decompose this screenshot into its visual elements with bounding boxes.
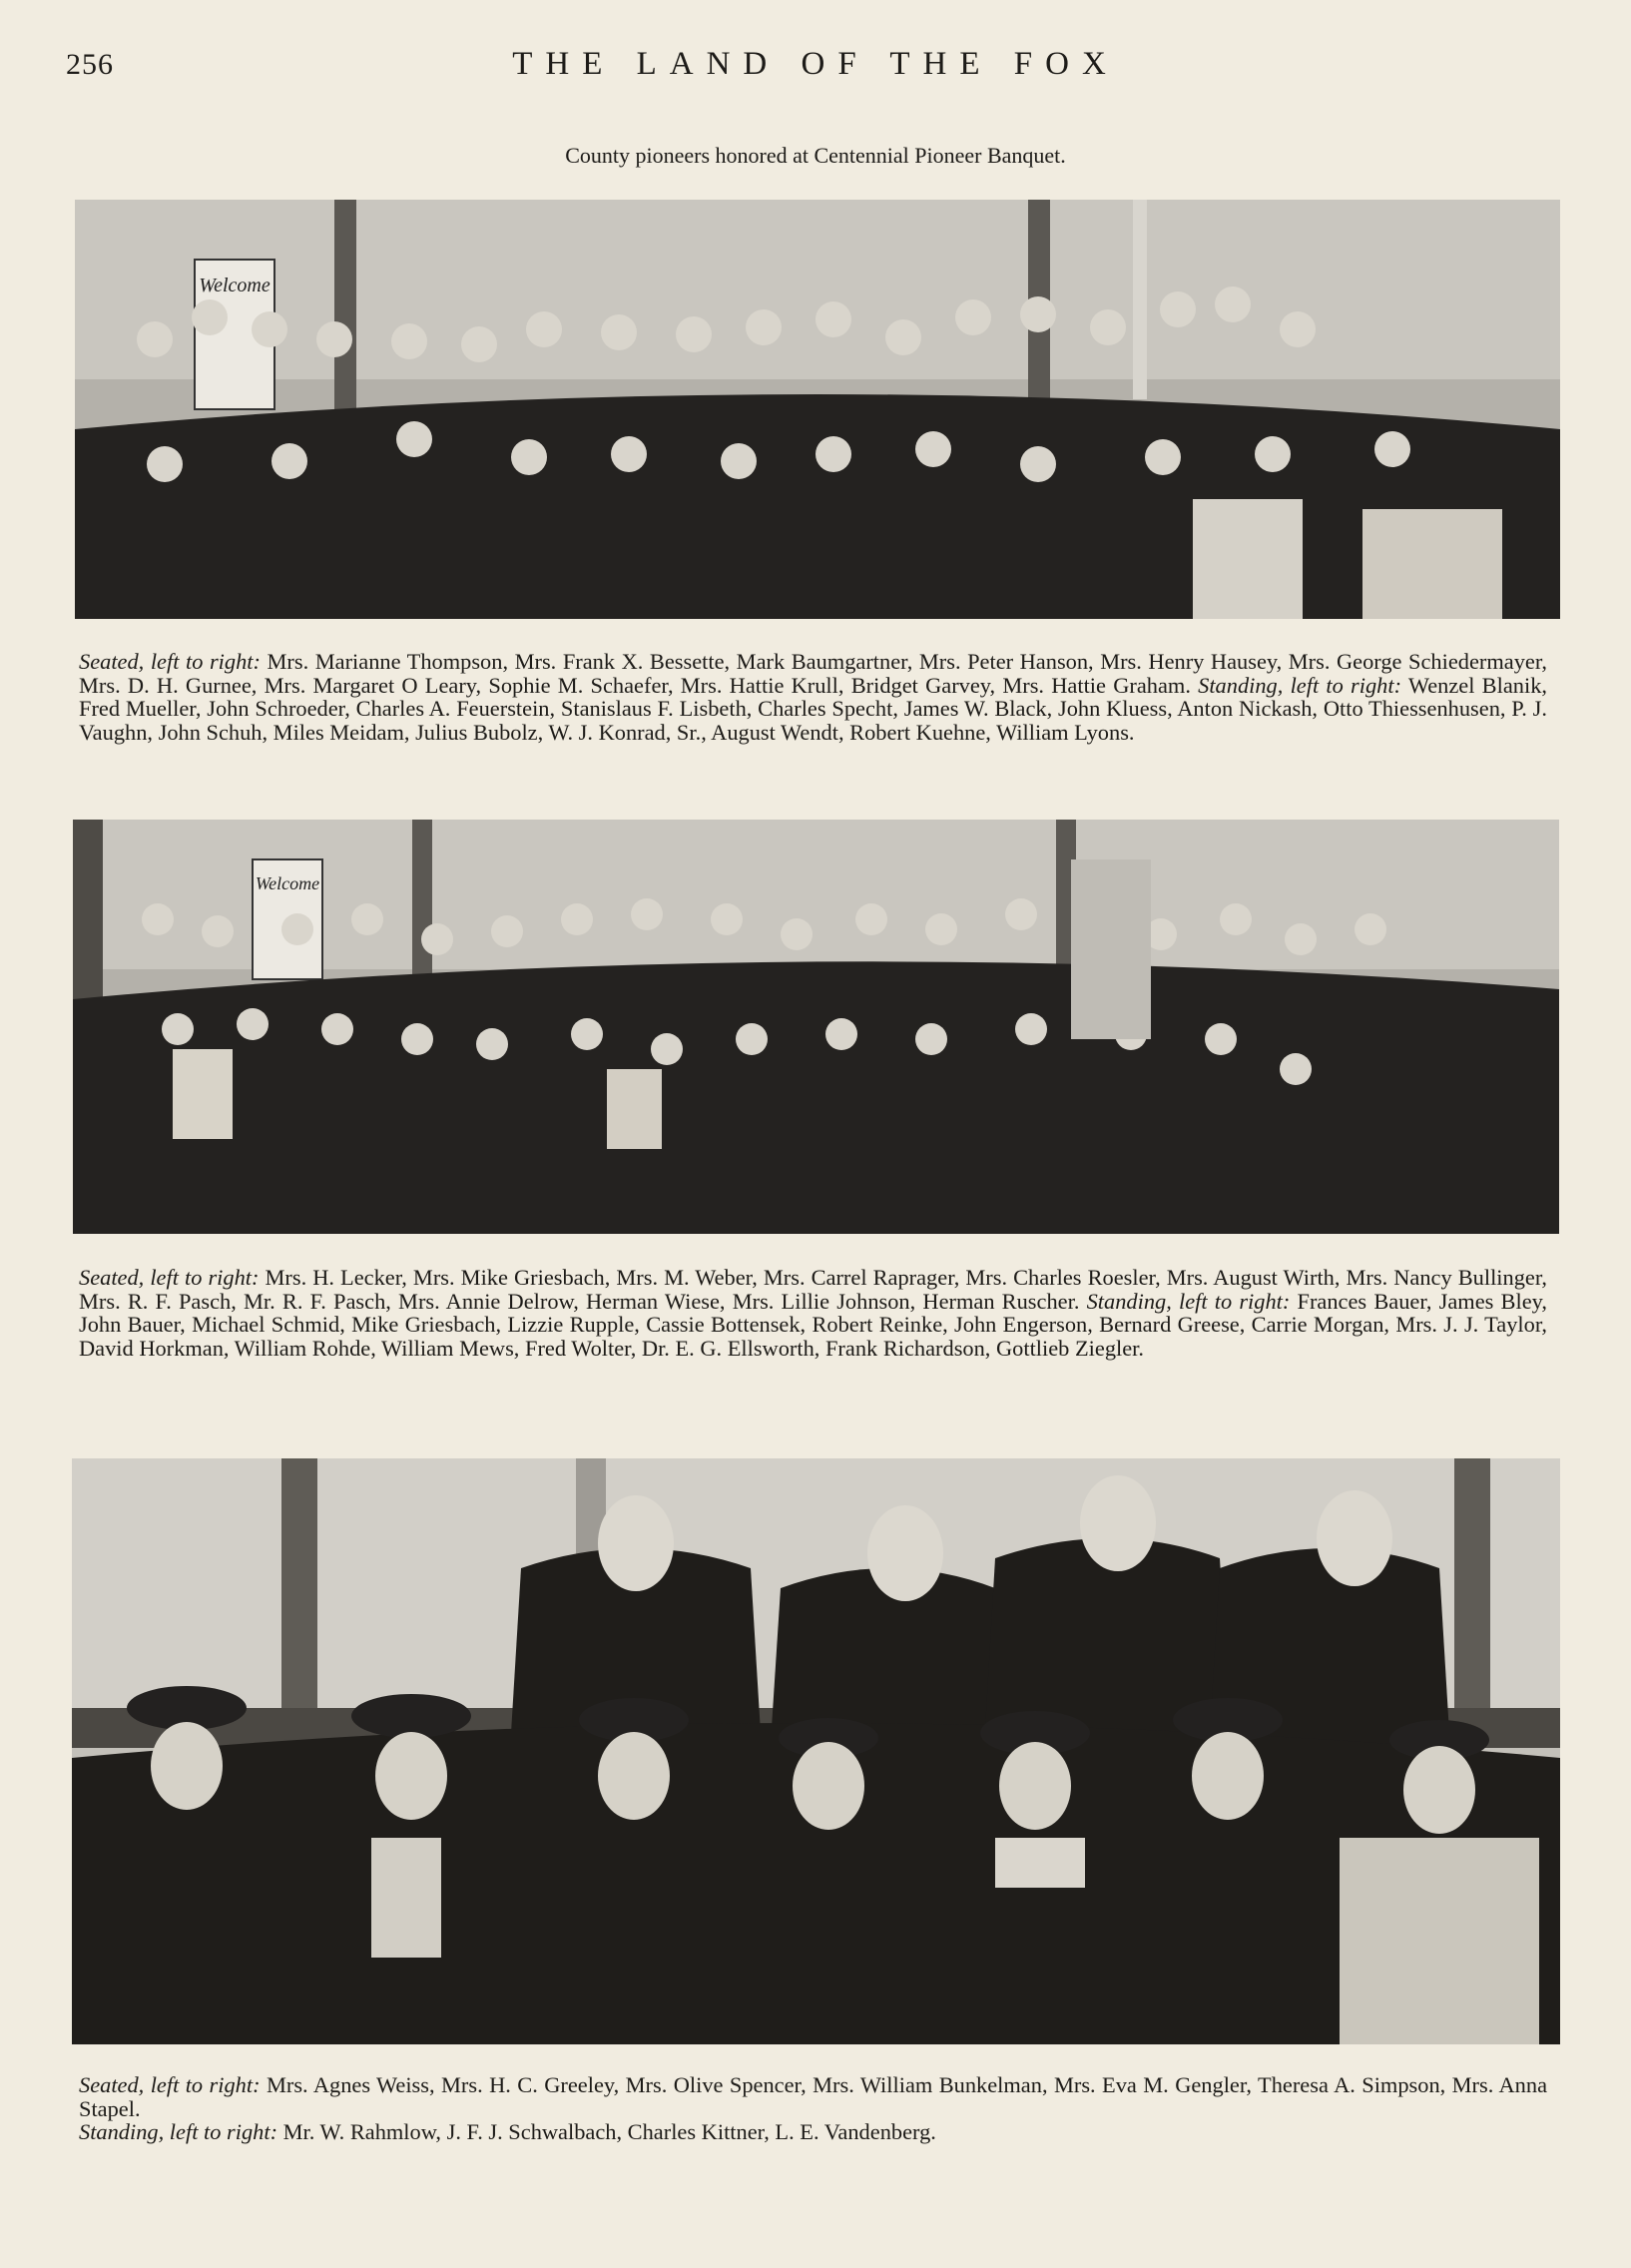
group-photo-1 xyxy=(75,200,1560,619)
welcome-banner-text: Welcome xyxy=(255,873,320,893)
seated-names: Mrs. Marianne Thompson, Mrs. Frank X. Bessette, Mark Baumgartner, Mrs. Peter Hanson, Mrs. Henry Hausey, Mrs. George Schiedermayer, Mrs. D. H. Gurnee, Mrs. Margaret O Leary, Sophie M. Schaefer, Mrs. Hattie Krull, Bridget Garvey, Mrs. Hattie Graham. xyxy=(79,649,1548,698)
seated-lead: Seated, left to right: xyxy=(79,649,261,674)
photo-2-caption xyxy=(79,1266,1547,1360)
standing-lead: Standing, left to right: xyxy=(1198,672,1402,698)
page-number: 256 xyxy=(66,48,114,81)
seated-names: Mrs. H. Lecker, Mrs. Mike Griesbach, Mrs. M. Weber, Mrs. Carrel Raprager, Mrs. Charles Roesler, Mrs. August Wirth, Mrs. Nancy Bullinger, Mrs. R. F. Pasch, Mr. R. F. Pasch, Mrs. Annie Delrow, Herman Wiese, Mrs. Lillie Johnson, Herman Ruscher. xyxy=(79,1265,1548,1314)
standing-names: Mr. W. Rahmlow, J. F. J. Schwalbach, Charles Kittner, L. E. Vandenberg. xyxy=(277,2119,936,2144)
page-caption: County pioneers honored at Centennial Pioneer Banquet. xyxy=(565,143,1066,168)
group-photo-2 xyxy=(73,820,1559,1234)
standing-names: Wenzel Blanik, Fred Mueller, John Schroeder, Charles A. Feuerstein, Stanislaus F. Lisbeth, Charles Specht, James W. Black, John Kluess, Anton Nickash, Otto Thiessenhusen, P. J. Vaughn, John Schuh, Miles Meidam, Julius Bubolz, W. J. Konrad, Sr., August Wendt, Robert Kuehne, William Lyons. xyxy=(79,672,1547,745)
running-head: THE LAND OF THE FOX xyxy=(512,46,1119,82)
standing-names: Frances Bauer, James Bley, John Bauer, Michael Schmid, Mike Griesbach, Lizzie Rupple, Cassie Bottensek, Robert Reinke, John Engerson, Bernard Greese, Carrie Morgan, Mrs. J. J. Taylor, David Horkman, William Rohde, William Mews, Fred Wolter, Dr. E. G. Ellsworth, Frank Richardson, Gottlieb Ziegler. xyxy=(79,1288,1547,1361)
group-photo-3-image xyxy=(72,1458,1560,2044)
seated-lead: Seated, left to right: xyxy=(79,2072,261,2097)
group-photo-3 xyxy=(72,1458,1560,2044)
group-photo-2-image xyxy=(73,820,1559,1234)
standing-lead: Standing, left to right: xyxy=(79,2119,278,2144)
group-photo-1-image xyxy=(75,200,1560,619)
photo-3-caption xyxy=(79,2073,1547,2144)
seated-lead: Seated, left to right: xyxy=(79,1265,260,1290)
seated-names: Mrs. Agnes Weiss, Mrs. H. C. Greeley, Mrs. Olive Spencer, Mrs. William Bunkelman, Mrs. Eva M. Gengler, Theresa A. Simpson, Mrs. Anna Stapel. xyxy=(79,2072,1548,2121)
photo-1-caption xyxy=(79,650,1547,744)
welcome-banner-text: Welcome xyxy=(199,275,271,296)
standing-lead: Standing, left to right: xyxy=(1086,1288,1291,1314)
